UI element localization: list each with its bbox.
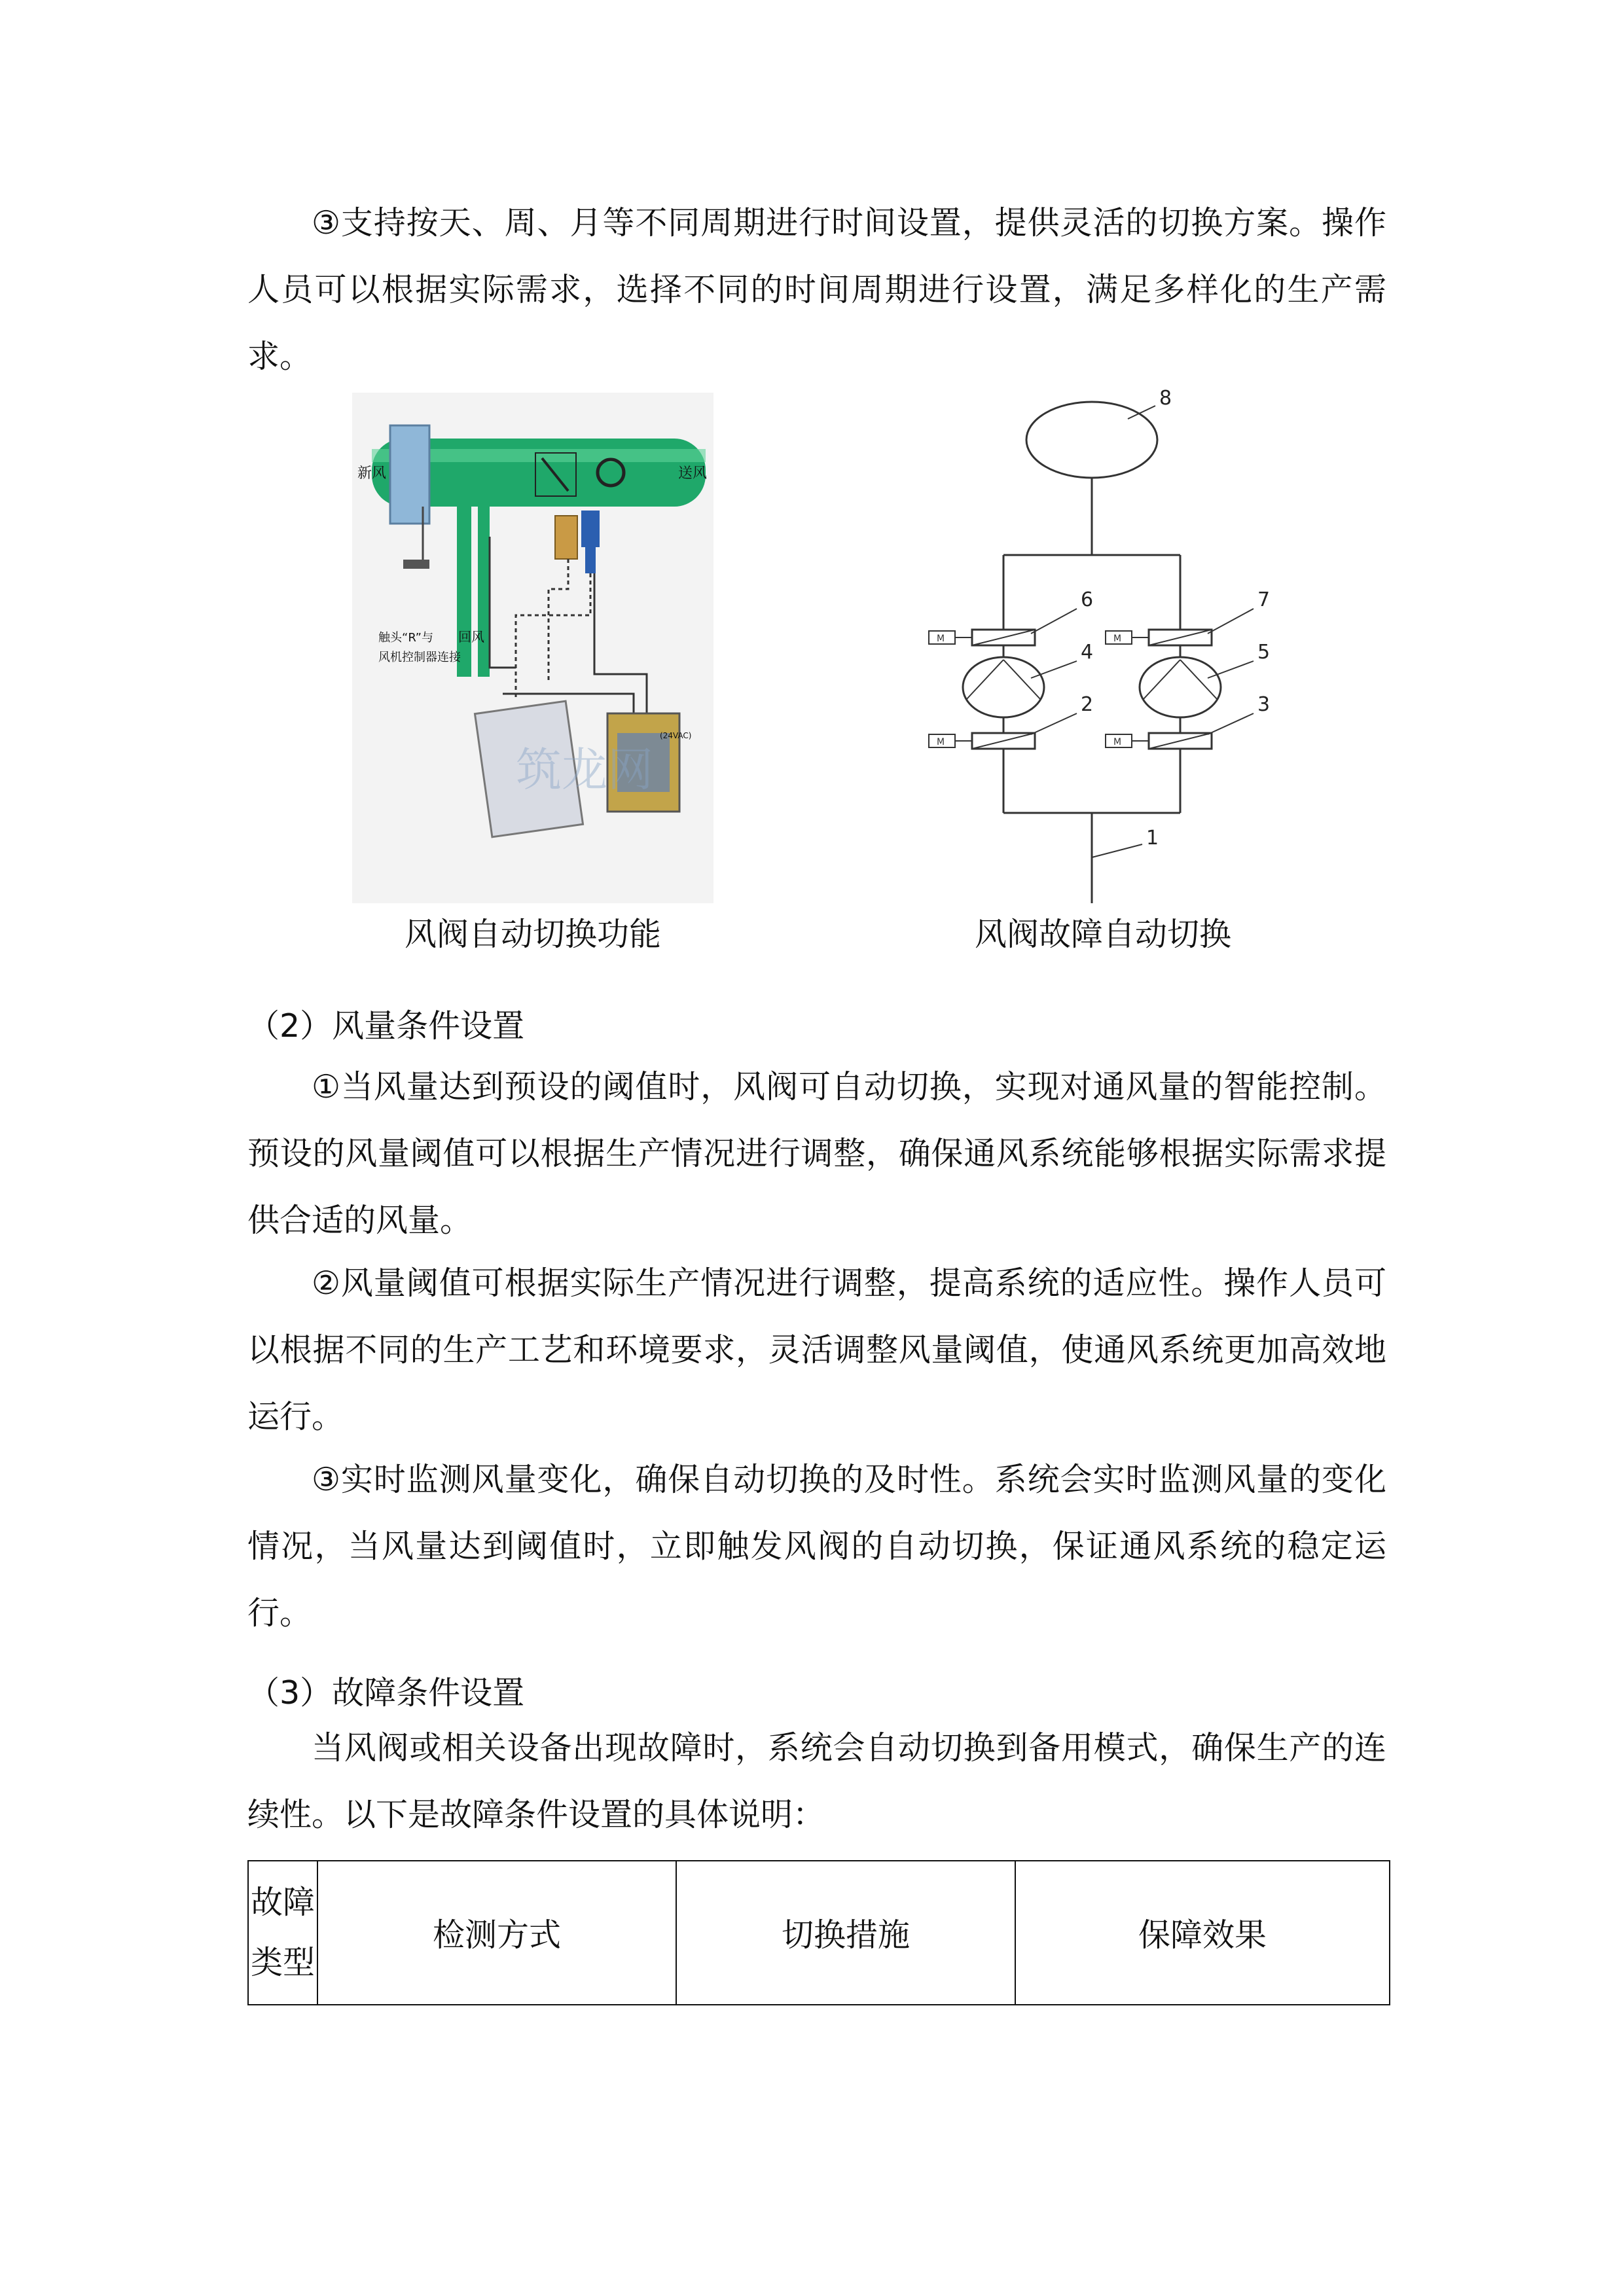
- number-1: 1: [1146, 827, 1159, 850]
- header-switch-measure: 切换措施: [676, 1861, 1015, 2005]
- figure-damper-fault-switch: [920, 386, 1286, 903]
- figure-damper-auto-switch: [352, 393, 713, 903]
- number-8: 8: [1159, 387, 1172, 410]
- paragraph-fault-intro: 当风阀或相关设备出现故障时，系统会自动切换到备用模式，确保生产的连续性。以下是故障条件设置的具体说明：: [247, 1729, 1386, 1833]
- number-4: 4: [1081, 641, 1094, 664]
- number-6: 6: [1081, 588, 1094, 611]
- header-guarantee-effect: 保障效果: [1015, 1861, 1390, 2005]
- label-supply-air: 送风: [678, 465, 708, 482]
- svg-text:M: M: [1113, 634, 1122, 644]
- header-fault-type: 故障类型: [248, 1861, 317, 2005]
- actuator: [555, 516, 577, 559]
- svg-text:M: M: [937, 634, 945, 644]
- svg-text:M: M: [1113, 737, 1122, 747]
- number-2: 2: [1081, 693, 1094, 716]
- label-note-line2: 风机控制器连接: [378, 651, 461, 664]
- fan-4: [963, 657, 1044, 717]
- fan-5: [1140, 657, 1221, 717]
- caption-right-figure: 风阀故障自动切换: [974, 916, 1231, 953]
- table-header-row: [248, 1861, 1390, 2005]
- valve-actuator: [581, 511, 600, 547]
- header-detection-method: 检测方式: [317, 1861, 676, 2005]
- watermark-text: 筑龙网: [516, 743, 653, 797]
- number-3: 3: [1257, 693, 1271, 716]
- paragraph-time-cycle: ③支持按天、周、月等不同周期进行时间设置，提供灵活的切换方案。操作人员可以根据实际需求，选择不同的时间周期进行设置，满足多样化的生产需求。: [247, 204, 1386, 375]
- paragraph-realtime-monitor: ③实时监测风量变化，确保自动切换的及时性。系统会实时监测风量的变化情况，当风量达到阈值时，立即触发风阀的自动切换，保证通风系统的稳定运行。: [247, 1461, 1386, 1632]
- number-5: 5: [1257, 641, 1271, 664]
- paragraph-threshold-switch: ①当风量达到预设的阈值时，风阀可自动切换，实现对通风量的智能控制。预设的风量阈值可以根据生产情况进行调整，确保通风系统能够根据实际需求提供合适的风量。: [247, 1068, 1386, 1239]
- section-heading-fault: （3）故障条件设置: [247, 1674, 525, 1712]
- paragraph-threshold-adjust: ②风量阈值可根据实际生产情况进行调整，提高系统的适应性。操作人员可以根据不同的生产工艺和环境要求，灵活调整风量阈值，使通风系统更加高效地运行。: [247, 1265, 1386, 1435]
- label-return-air: 回风: [458, 629, 484, 645]
- section-heading-air-volume: （2）风量条件设置: [247, 1007, 525, 1045]
- fault-conditions-table: [247, 1860, 1390, 2005]
- label-voltage: (24VAC): [660, 731, 692, 740]
- svg-text:M: M: [937, 737, 945, 747]
- label-note-line1: 触头“R”与: [378, 631, 434, 645]
- label-fresh-air: 新风: [357, 465, 387, 482]
- number-7: 7: [1257, 588, 1271, 611]
- caption-left-figure: 风阀自动切换功能: [404, 916, 661, 953]
